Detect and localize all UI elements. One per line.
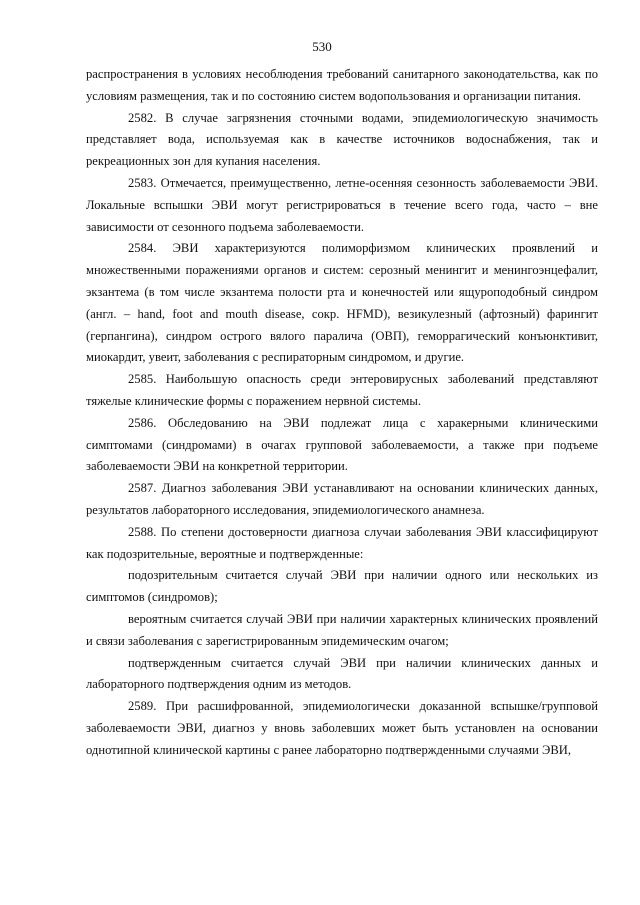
paragraph-probable-case: вероятным считается случай ЭВИ при наличии характерных клинических проявлений и связи заболевания с зарегистрированным эпидемическим очагом; [86, 611, 598, 648]
paragraph-2584: 2584. ЭВИ характеризуются полиморфизмом клинических проявлений и множественными поражениями органов и систем: серозный менингит и менингоэнцефалит, экзантема (в том числе экзантема полости рта и конечностей или ящуроподобный синдром (англ. – hand, foot and mouth disease, сокр. HFMD), везикулезный (афтозный) фарингит (герпангина), синдром острого вялого паралича (ОВП), геморрагический конъюнктивит, миокардит, увеит, заболевания с респираторным синдромом, и другие. [86, 241, 598, 365]
paragraph-2588: 2588. По степени достоверности диагноза случаи заболевания ЭВИ классифицируют как подозрительные, вероятные и подтвержденные: [86, 524, 598, 561]
paragraph-continuation: распространения в условиях несоблюдения требований санитарного законодательства, как по условиям размещения, так и по состоянию систем водопользования и организации питания. [86, 67, 598, 103]
paragraph-2587: 2587. Диагноз заболевания ЭВИ устанавливают на основании клинических данных, результатов лабораторного исследования, эпидемиологического анамнеза. [86, 481, 598, 517]
page-number: 530 [312, 39, 332, 54]
paragraph-2585: 2585. Наибольшую опасность среди энтеровирусных заболеваний представляют тяжелые клинические формы с поражением нервной системы. [86, 372, 598, 408]
paragraph-2589: 2589. При расшифрованной, эпидемиологически доказанной вспышке/групповой заболеваемости ЭВИ, диагноз у вновь заболевших может быть установлен на основании однотипной клинической картины с ранее лабораторно подтвержденными случаями ЭВИ, [86, 699, 598, 757]
paragraph-2583: 2583. Отмечается, преимущественно, летне-осенняя сезонность заболеваемости ЭВИ. Локальные вспышки ЭВИ могут регистрироваться в течение всего года, часто – вне зависимости от сезонного подъема заболеваемости. [86, 175, 598, 234]
paragraph-2586: 2586. Обследованию на ЭВИ подлежат лица с харакерными клиническими симптомами (синдромами) в очагах групповой заболеваемости, а также при подъеме заболеваемости ЭВИ на конкретной территории. [86, 415, 598, 474]
paragraph-confirmed-case: подтвержденным считается случай ЭВИ при наличии клинических данных и лабораторного подтверждения одним из методов. [86, 655, 598, 692]
paragraph-suspected-case: подозрительным считается случай ЭВИ при наличии одного или нескольких из симптомов (синдромов); [86, 568, 598, 605]
paragraph-2582: 2582. В случае загрязнения сточными водами, эпидемиологическую значимость представляет вода, используемая как в качестве источников водоснабжения, так и рекреационных зон для купания населения. [86, 110, 598, 169]
